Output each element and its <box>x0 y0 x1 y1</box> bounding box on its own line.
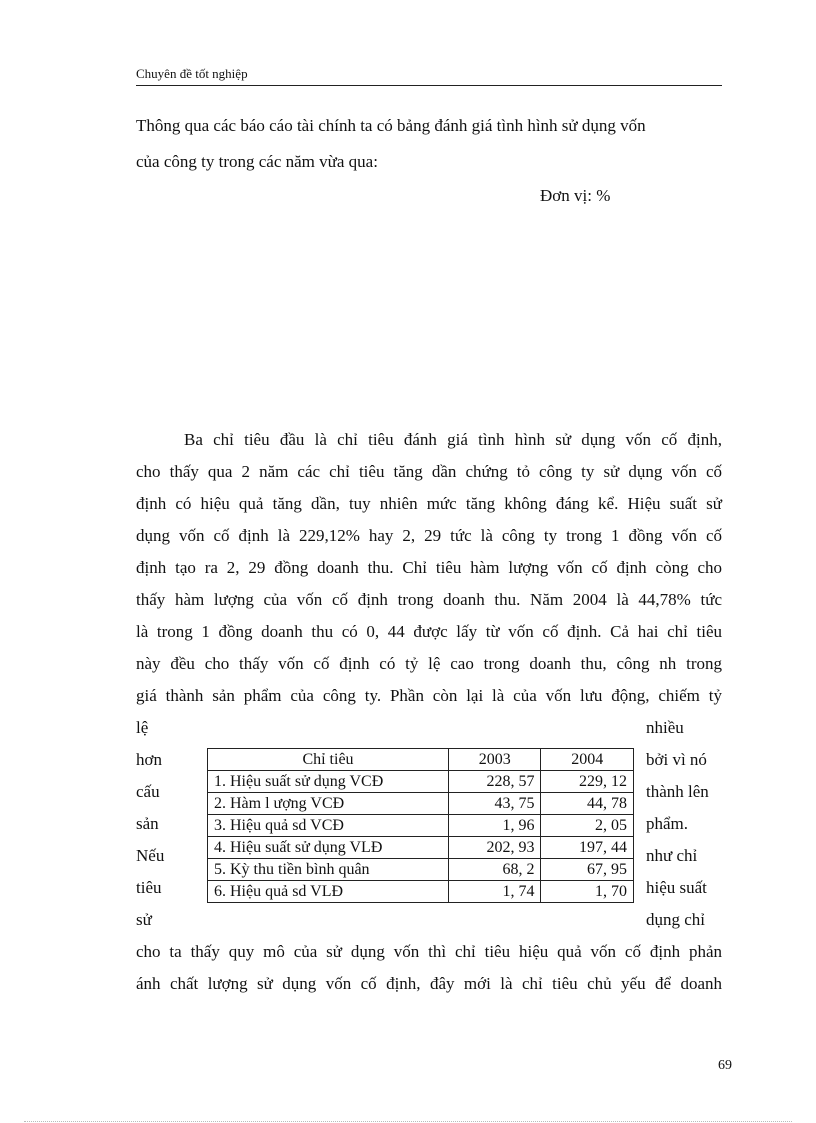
wrap-right-fragment: dụng chỉ <box>646 910 706 929</box>
column-header: 2003 <box>448 749 541 771</box>
value-2004: 67, 95 <box>541 859 634 881</box>
paragraph-line: giá thành sản phẩm của công ty. Phần còn lại là của vốn lưu động, chiếm tỷ <box>136 686 722 705</box>
wrap-right-fragment: hiệu suất <box>646 878 707 897</box>
unit-label: Đơn vị: % <box>540 186 611 205</box>
row-label: 4. Hiệu suất sử dụng VLĐ <box>208 837 449 859</box>
capital-usage-table <box>207 748 634 903</box>
column-header: Chỉ tiêu <box>208 749 449 771</box>
value-2003: 202, 93 <box>448 837 541 859</box>
wrap-right-fragment: như chỉ <box>646 846 698 865</box>
value-2004: 44, 78 <box>541 793 634 815</box>
wrap-left-fragment: tiêu <box>136 878 162 897</box>
wrap-right-fragment: phẩm. <box>646 814 689 833</box>
page-header: Chuyên đề tốt nghiệp <box>136 66 722 86</box>
paragraph-line: cho ta thấy quy mô của sử dụng vốn thì chỉ tiêu hiệu quả vốn cố định phản <box>136 942 722 961</box>
wrap-right-fragment: thành lên <box>646 782 709 801</box>
row-label: 1. Hiệu suất sử dụng VCĐ <box>208 771 449 793</box>
value-2003: 43, 75 <box>448 793 541 815</box>
value-2004: 2, 05 <box>541 815 634 837</box>
paragraph-line: thấy hàm lượng của vốn cố định trong doanh thu. Năm 2004 là 44,78% tức <box>136 590 722 609</box>
row-label: 3. Hiệu quả sd VCĐ <box>208 815 449 837</box>
column-header: 2004 <box>541 749 634 771</box>
wrap-left-fragment: lệ <box>136 718 149 737</box>
page-bottom-divider <box>24 1121 792 1122</box>
paragraph-line: định có hiệu quả tăng dần, tuy nhiên mức tăng không đáng kể. Hiệu suất sử <box>136 494 722 513</box>
wrap-left-fragment: sử <box>136 910 152 929</box>
paragraph-line: cho thấy qua 2 năm các chỉ tiêu tăng dần chứng tỏ công ty sử dụng vốn cố <box>136 462 722 481</box>
value-2004: 197, 44 <box>541 837 634 859</box>
wrap-right-fragment: nhiều <box>646 718 684 737</box>
table-row <box>208 815 634 837</box>
wrap-left-fragment: hơn <box>136 750 162 769</box>
table-row <box>208 859 634 881</box>
page-number: 69 <box>718 1058 732 1073</box>
row-label: 2. Hàm l ượng VCĐ <box>208 793 449 815</box>
table-header-row <box>208 749 634 771</box>
table-row <box>208 881 634 903</box>
table-row <box>208 771 634 793</box>
wrap-left-fragment: sản <box>136 814 159 833</box>
value-2003: 228, 57 <box>448 771 541 793</box>
paragraph-line: là trong 1 đồng doanh thu có 0, 44 được lấy từ vốn cố định. Cả hai chỉ tiêu <box>136 622 722 641</box>
value-2003: 68, 2 <box>448 859 541 881</box>
intro-line-1: Thông qua các báo cáo tài chính ta có bảng đánh giá tình hình sử dụng vốn <box>136 116 646 135</box>
wrap-right-fragment: bởi vì nó <box>646 750 707 769</box>
paragraph-line: dụng vốn cố định là 229,12% hay 2, 29 tức là công ty trong 1 đồng vốn cố <box>136 526 722 545</box>
paragraph-line: định tạo ra 2, 29 đồng doanh thu. Chỉ tiêu hàm lượng vốn cố định còng cho <box>136 558 722 577</box>
table-row <box>208 837 634 859</box>
value-2003: 1, 74 <box>448 881 541 903</box>
intro-line-2: của công ty trong các năm vừa qua: <box>136 152 378 171</box>
paragraph-line: Ba chỉ tiêu đầu là chỉ tiêu đánh giá tình hình sử dụng vốn cố định, <box>184 430 722 449</box>
row-label: 6. Hiệu quả sd VLĐ <box>208 881 449 903</box>
wrap-left-fragment: cấu <box>136 782 160 801</box>
value-2004: 1, 70 <box>541 881 634 903</box>
row-label: 5. Kỳ thu tiền bình quân <box>208 859 449 881</box>
paragraph-line: ánh chất lượng sử dụng vốn cố định, đây mới là chỉ tiêu chủ yếu để doanh <box>136 974 722 993</box>
value-2003: 1, 96 <box>448 815 541 837</box>
wrap-left-fragment: Nếu <box>136 846 165 865</box>
paragraph-line: này đều cho thấy vốn cố định có tỷ lệ cao trong doanh thu, công nh trong <box>136 654 722 673</box>
table-row <box>208 793 634 815</box>
value-2004: 229, 12 <box>541 771 634 793</box>
